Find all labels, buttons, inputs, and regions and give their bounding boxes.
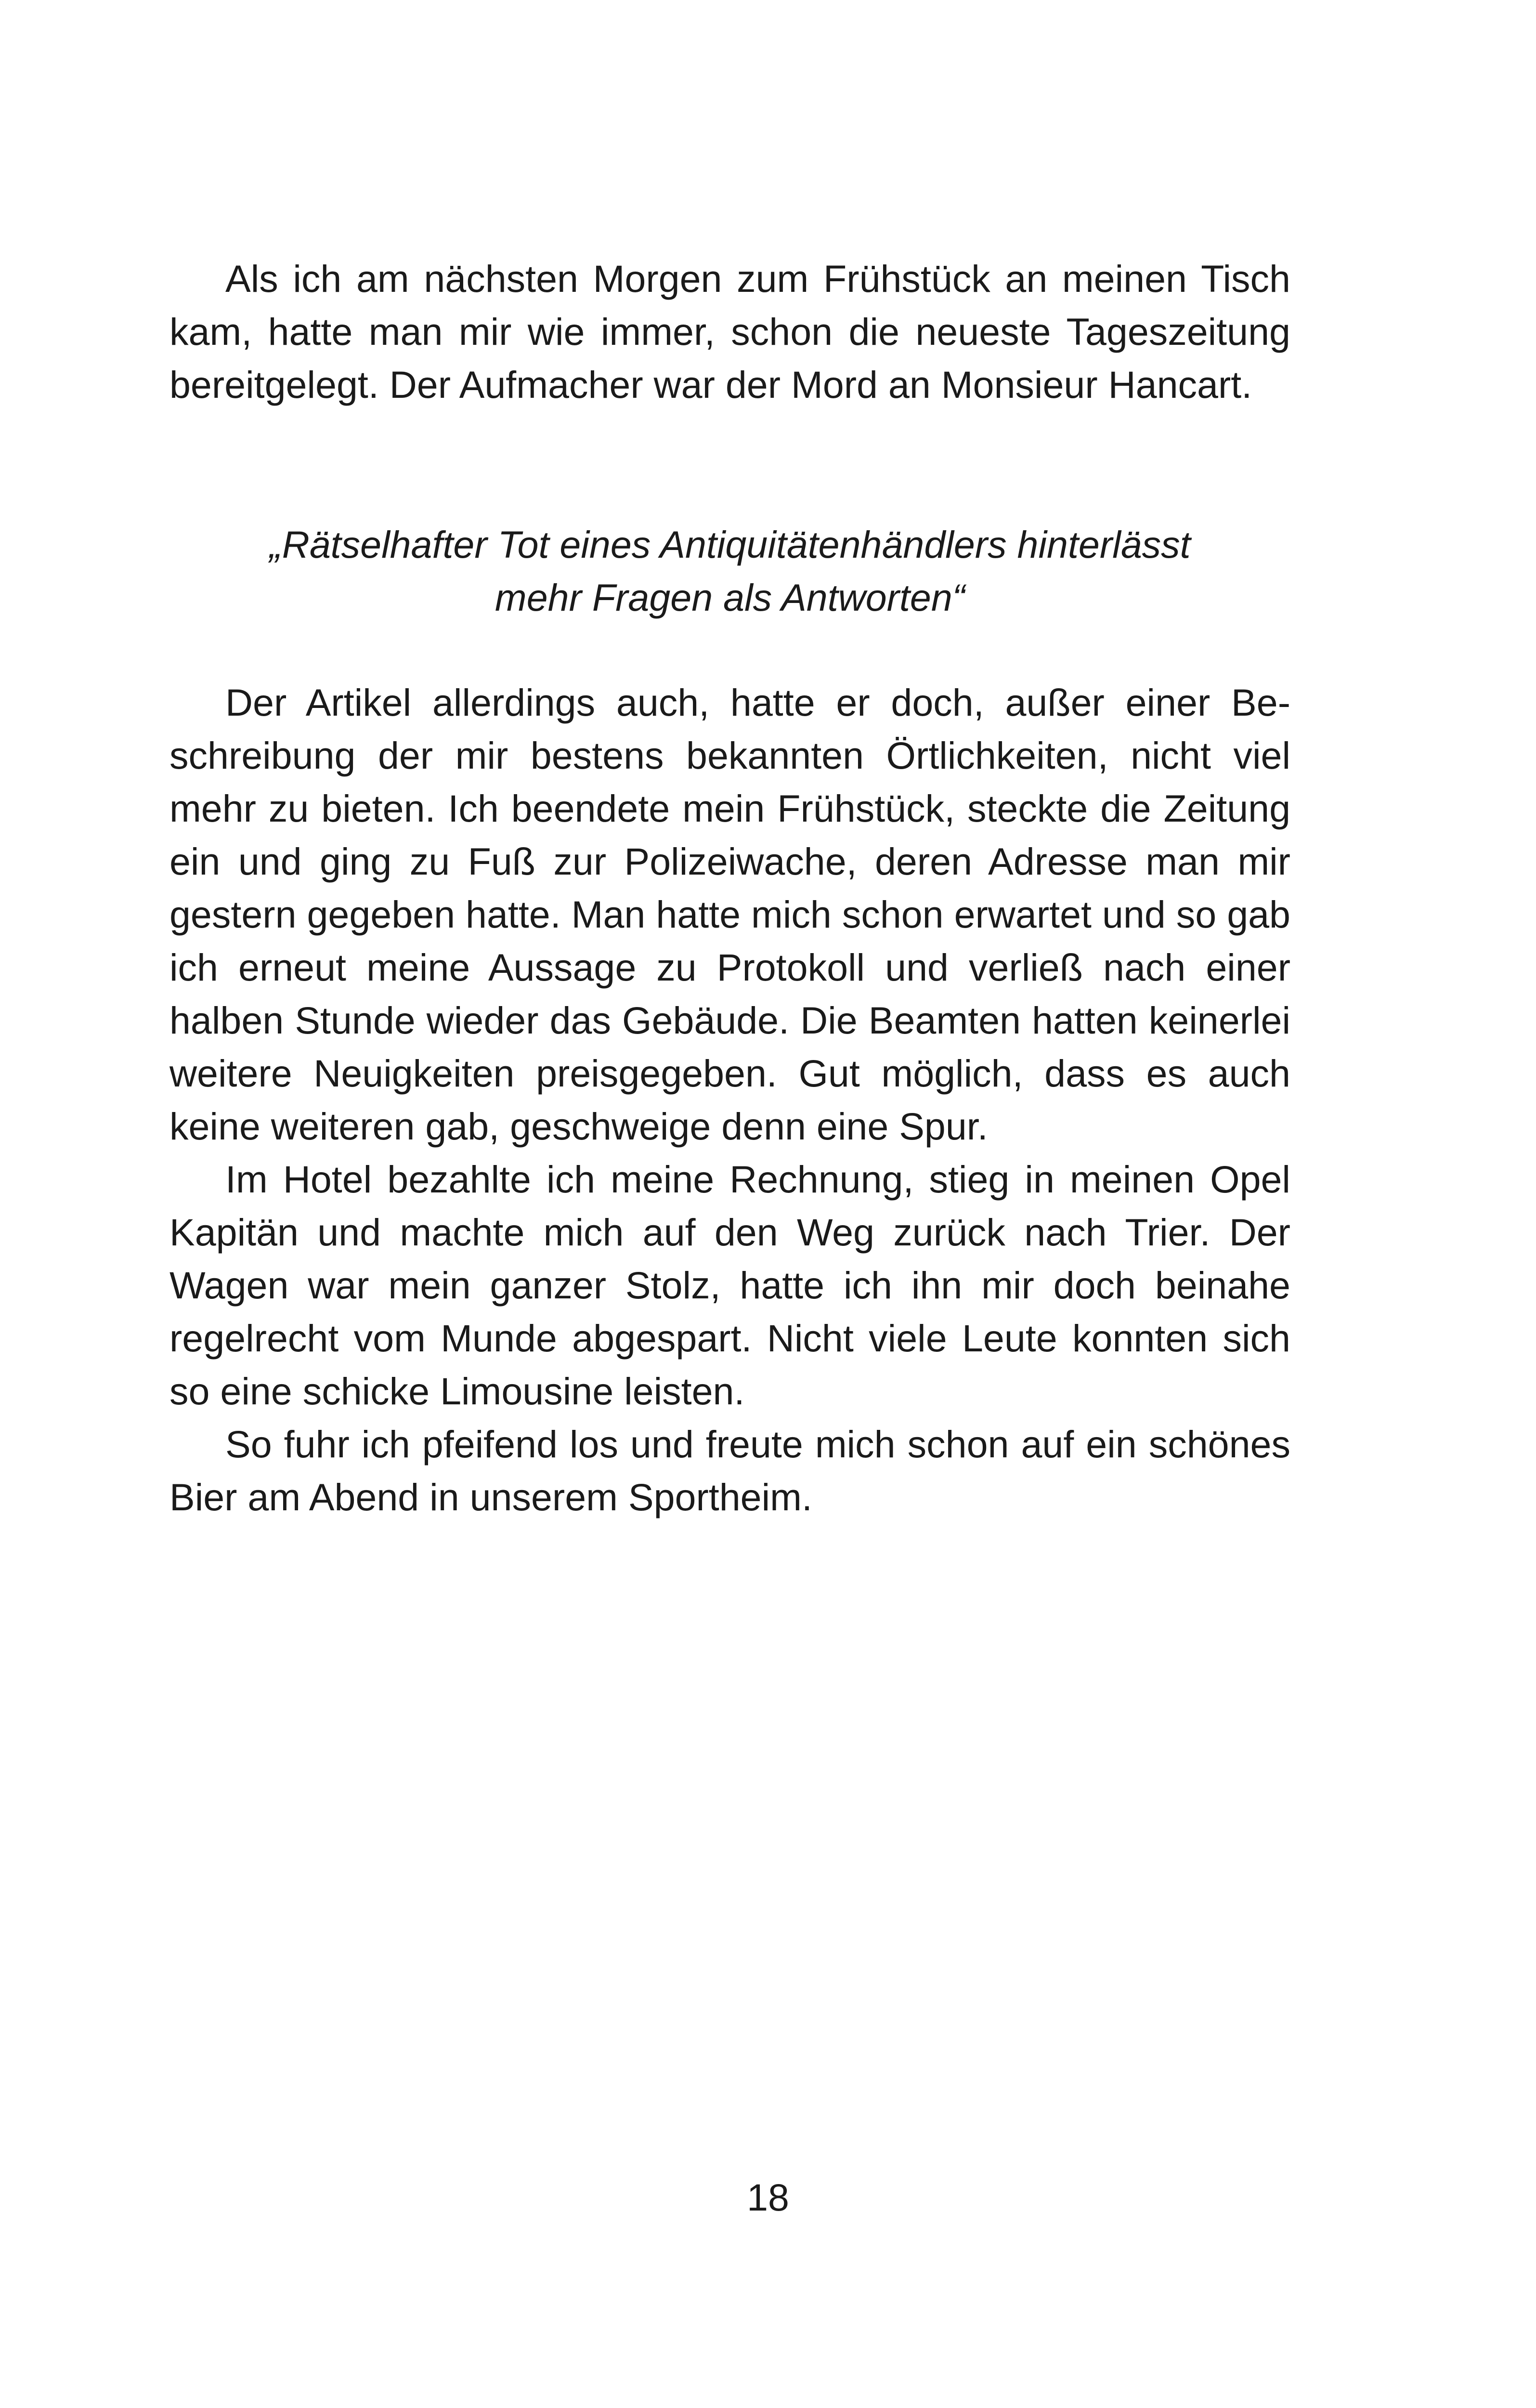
paragraph-hotel-opel: Im Hotel bezahlte ich meine Rechnung, stieg in meinen Opel Kapitän und machte mich auf den Weg zurück nach Trier. Der Wagen war mein ganzer Stolz, hatte ich ihn mir doch beinahe regelrecht vom Munde abgespart. Nicht viele Leute konnten sich so eine schicke Limousine leisten. [169,1158,1290,1413]
page-number: 18 [747,2176,789,2219]
opening-paragraph-block [169,252,1290,411]
paragraph-breakfast-newspaper: Als ich am nächsten Morgen zum Frühstück an meinen Tisch kam, hatte man mir wie immer, schon die neueste Tageszeitung bereitgelegt. Der Aufmacher war der Mord an Monsieur Hancart. [169,257,1290,406]
body-paragraphs-block [169,676,1290,1524]
headline-line-1: „Rätselhafter Tot eines Antiquitätenhändlers hinterlässt [269,523,1191,566]
paragraph-drive-home: So fuhr ich pfeifend los und freute mich schon auf ein schönes Bier am Abend in unserem Sportheim. [169,1423,1290,1518]
newspaper-headline [169,518,1290,624]
paragraph-article-police: Der Artikel allerdings auch, hatte er doch, außer einer Beschreibung der mir bestens bekannten Örtlichkeiten, nicht viel mehr zu bieten. Ich beendete mein Frühstück, steckte die Zeitung ein und ging zu Fuß zur Polizeiwache, deren Adresse man mir gestern gegeben hatte. Man hatte mich schon erwartet und so gab ich erneut meine Aussage zu Protokoll und verließ nach einer halben Stunde wieder das Gebäude. Die Beamten hatten keinerlei weitere Neuigkeiten preisgegeben. Gut möglich, dass es auch keine weiteren gab, geschweige denn eine Spur. [169,681,1290,1148]
headline-line-2: mehr Fragen als Antworten“ [495,576,965,619]
